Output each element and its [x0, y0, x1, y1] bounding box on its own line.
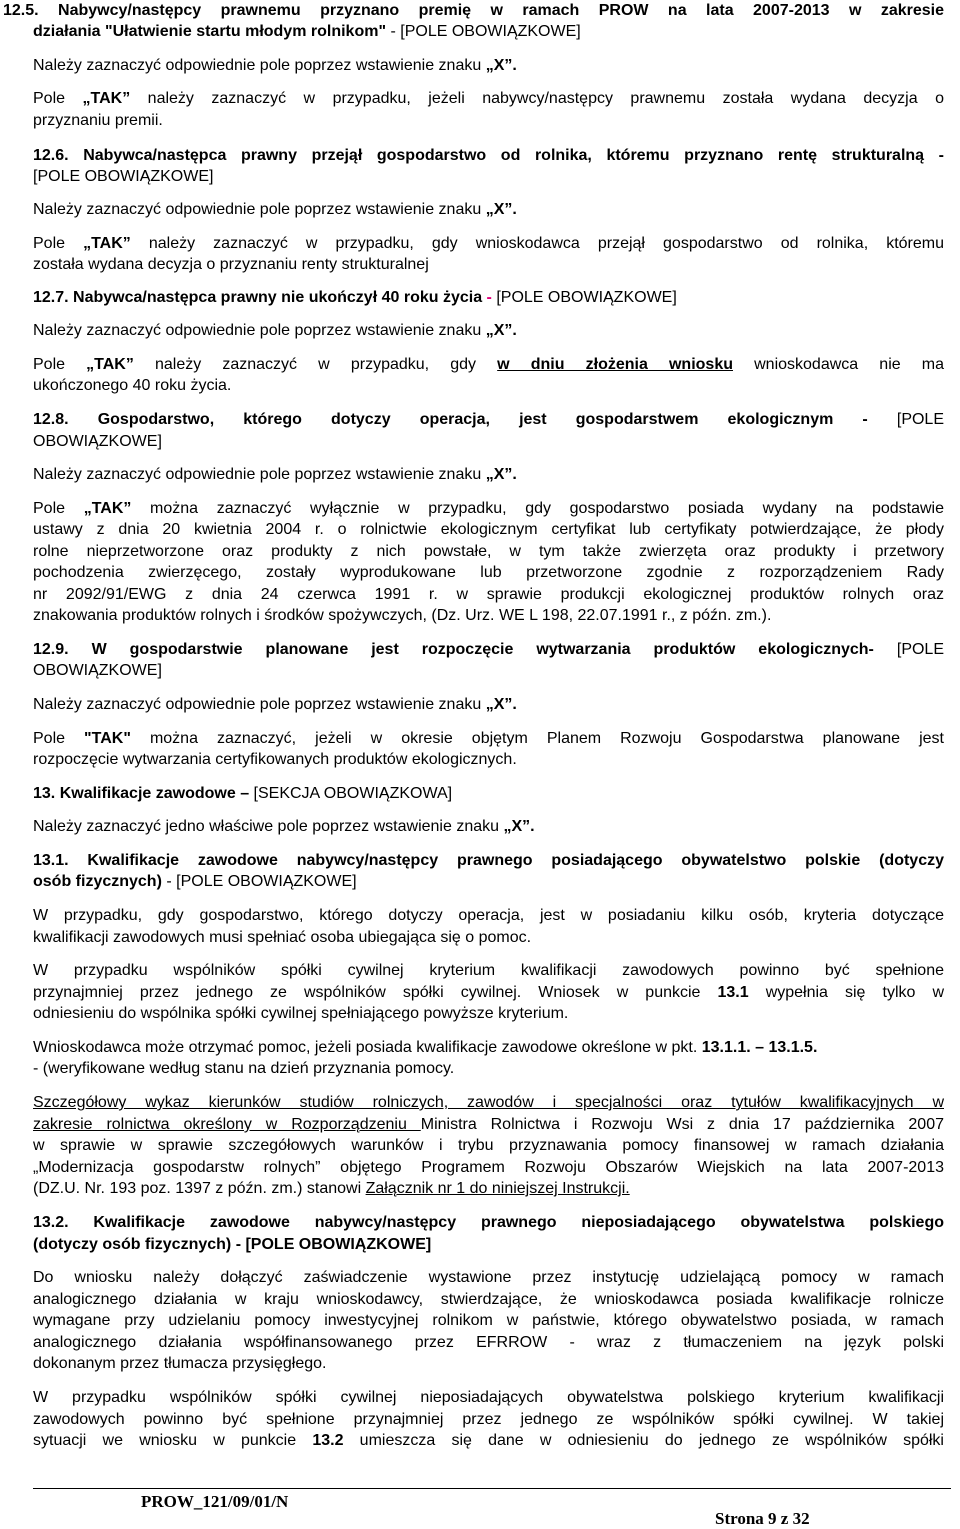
mark-symbol: „X”. — [485, 696, 517, 713]
paragraph-line — [33, 498, 944, 519]
heading-dash: - — [486, 289, 492, 306]
section-number: 12.5. — [3, 2, 39, 19]
paragraph-line: zawodowych powinno być spełnione przynajmniej przez jednego ze wspólników spółki cywilnej. W takiej — [33, 1411, 944, 1428]
text: Ministra Rolnictwa i Rozwoju Wsi z dnia 17 października 2007 — [420, 1116, 944, 1133]
paragraph-line: w sprawie w sprawie szczegółowych warunków i trybu przyznawania pomocy finansowej w ramach działania — [33, 1137, 944, 1154]
section-number: 12.6. — [33, 147, 69, 164]
section-12-7-heading — [33, 287, 944, 308]
field-requirement: [POLE OBOWIĄZKOWE] — [33, 168, 214, 185]
tak-label: „TAK” — [82, 90, 131, 107]
text: należy zaznaczyć w przypadku, gdy — [133, 356, 498, 373]
field-requirement: - [POLE OBOWIĄZKOWE] — [161, 873, 357, 890]
paragraph-line: Szczegółowy wykaz kierunków studiów rolniczych, zawodów i specjalności oraz tytułów kwalifikacyjnych w — [33, 1094, 944, 1111]
field-requirement: OBOWIĄZKOWE] — [33, 433, 162, 450]
heading-text: 13. Kwalifikacje zawodowe – — [33, 785, 250, 802]
heading-text: Nabywcy/następcy prawnemu przyznano premię w ramach PROW na lata 2007-2013 w zakresie — [38, 2, 944, 19]
text: Wnioskodawca może otrzymać pomoc, jeżeli posiada kwalifikacje zawodowe określone w pkt. — [33, 1039, 702, 1056]
instruction-text: Należy zaznaczyć odpowiednie pole poprzez wstawienie znaku — [33, 696, 486, 713]
paragraph-line: rolne nieprzetworzone oraz produkty z nich powstałe, w tym także zwierzęta oraz produkty i przetwory — [33, 543, 944, 560]
paragraph-line — [33, 1430, 944, 1451]
instruction-text: Należy zaznaczyć odpowiednie pole poprzez wstawienie znaku — [33, 322, 486, 339]
paragraph-line — [33, 982, 944, 1003]
point-reference: 13.1.1. – 13.1.5. — [701, 1039, 818, 1056]
text: należy zaznaczyć w przypadku, gdy wnioskodawca przejął gospodarstwo od rolnika, któremu — [130, 235, 945, 252]
paragraph-line — [33, 354, 944, 375]
point-reference: 13.2 — [312, 1432, 344, 1449]
heading-text: Gospodarstwo, którego dotyczy operacja, jest gospodarstwem ekologicznym - — [68, 411, 868, 428]
text: przynajmniej przez jednego ze wspólników spółki cywilnej. Wniosek w punkcie — [33, 984, 718, 1001]
mark-symbol: „X”. — [485, 322, 517, 339]
mark-symbol: „X”. — [485, 201, 517, 218]
text: można zaznaczyć wyłącznie w przypadku, gdy gospodarstwo posiada wydany na podstawie — [131, 500, 945, 517]
text: Pole — [33, 90, 83, 107]
footer-divider — [33, 1488, 951, 1489]
text: umieszcza się dane w odniesieniu do jednego ze wspólników spółki — [343, 1432, 944, 1449]
text: można zaznaczyć, jeżeli w okresie objętym Planem Rozwoju Gospodarstwa planowane jest — [130, 730, 945, 747]
heading-text: Nabywca/następca prawny przejął gospodarstwo od rolnika, któremu przyznano rentę strukturalną - — [68, 147, 944, 164]
section-12-6-heading — [33, 145, 944, 166]
paragraph-line — [33, 1114, 944, 1135]
tak-label: „TAK” — [86, 356, 134, 373]
paragraph-line: rozpoczęcie wytwarzania certyfikowanych produktów ekologicznych. — [33, 751, 517, 768]
field-requirement: [POLE OBOWIĄZKOWE] — [491, 289, 677, 306]
text: wnioskodawca nie ma — [733, 356, 945, 373]
tak-label: "TAK" — [84, 730, 131, 747]
field-requirement: [SEKCJA OBOWIĄZKOWA] — [249, 785, 453, 802]
paragraph-line — [33, 1178, 944, 1199]
paragraph-line: W przypadku wspólników spółki cywilnej nieposiadających obywatelstwa polskiego kryterium kwalifikacji — [33, 1389, 944, 1406]
footer-doc-code: PROW_121/09/01/N — [141, 1492, 289, 1511]
paragraph-line: Do wniosku należy dołączyć zaświadczenie wystawione przez instytucję udzielającą pomocy w ramach — [33, 1269, 944, 1286]
paragraph-line: kwalifikacji zawodowych musi spełniać osoba ubiegająca się o pomoc. — [33, 929, 532, 946]
section-12-5-heading — [3, 0, 944, 21]
tak-label: „TAK” — [83, 235, 131, 252]
section-number: 12.7. — [33, 289, 69, 306]
paragraph-line: pochodzenia zwierzęcego, zostały wyprodukowane lub przetworzone zgodnie z rozporządzeniem Rady — [33, 564, 944, 581]
underlined-text: zakresie rolnictwa określony w Rozporządzeniu — [33, 1116, 421, 1133]
paragraph-line: analogicznego działania współfinansowanego przez EFRROW - wraz z tłumaczeniem na język polski — [33, 1334, 944, 1351]
mark-instruction — [33, 55, 944, 76]
paragraph-line: - (weryfikowane według stanu na dzień przyznania pomocy. — [33, 1060, 455, 1077]
paragraph-line: W przypadku wspólników spółki cywilnej kryterium kwalifikacji zawodowych powinno być spełnione — [33, 962, 944, 979]
mark-instruction — [33, 816, 944, 837]
paragraph-line — [33, 728, 944, 749]
paragraph-line: dokonanym przez tłumacza przysięgłego. — [33, 1355, 327, 1372]
field-requirement: OBOWIĄZKOWE] — [33, 662, 162, 679]
section-13-heading — [33, 783, 944, 804]
text: Pole — [33, 500, 84, 517]
instruction-text: Należy zaznaczyć odpowiednie pole poprzez wstawienie znaku — [33, 201, 486, 218]
text: wypełnia się tylko w — [748, 984, 944, 1001]
paragraph-line: odniesieniu do wspólnika spółki cywilnej spełniającego powyższe kryterium. — [33, 1005, 569, 1022]
paragraph-line: znakowania produktów rolnych i środków spożywczych, (Dz. Urz. WE L 198, 22.07.1991 r., z późn. zm.). — [33, 607, 772, 624]
text: należy zaznaczyć w przypadku, jeżeli nabywcy/następcy prawnemu została wydana decyzja o — [130, 90, 945, 107]
section-number: 12.8. — [33, 411, 69, 428]
section-12-8-heading — [33, 409, 944, 430]
mark-instruction — [33, 320, 944, 341]
mark-instruction — [33, 694, 944, 715]
text: Pole — [33, 356, 87, 373]
text: sytuacji we wniosku w punkcie — [33, 1432, 313, 1449]
paragraph-line: nr 2092/91/EWG z dnia 24 czerwca 1991 r. w sprawie produkcji ekologicznej produktów rolnych oraz — [33, 586, 944, 603]
section-12-5-heading-cont — [33, 21, 944, 42]
section-13-2-heading-cont: (dotyczy osób fizycznych) - [POLE OBOWIĄZKOWE] — [33, 1236, 432, 1253]
paragraph-line: ustawy z dnia 20 kwietnia 2004 r. o rolnictwie ekologicznym certyfikat lub certyfikaty potwierdzające, że płody — [33, 521, 944, 538]
section-12-9-heading — [33, 639, 944, 660]
text: (DZ.U. Nr. 193 poz. 1397 z późn. zm.) stanowi — [33, 1180, 366, 1197]
heading-text: Nabywca/następca prawny nie ukończył 40 roku życia — [68, 289, 487, 306]
heading-text: osób fizycznych) — [33, 873, 162, 890]
instruction-text: Należy zaznaczyć odpowiednie pole poprzez wstawienie znaku — [33, 466, 486, 483]
paragraph-line — [33, 88, 944, 109]
footer-page-number: Strona 9 z 32 — [715, 1509, 810, 1528]
heading-text: działania "Ułatwienie startu młodym rolnikom" — [33, 23, 387, 40]
paragraph-line: analogicznego działania w kraju wnioskodawcy, stwierdzające, że wnioskodawca posiada kwalifikacje rolnicze — [33, 1291, 944, 1308]
mark-symbol: „X”. — [485, 466, 517, 483]
heading-text: W gospodarstwie planowane jest rozpoczęcie wytwarzania produktów ekologicznych- — [68, 641, 874, 658]
paragraph-line: przyznaniu premii. — [33, 112, 163, 129]
section-13-1-heading: 13.1. Kwalifikacje zawodowe nabywcy/następcy prawnego posiadającego obywatelstwo polskie (dotyczy — [33, 852, 944, 869]
tak-label: „TAK” — [83, 500, 132, 517]
field-requirement: - [POLE OBOWIĄZKOWE] — [386, 23, 581, 40]
paragraph-line: W przypadku, gdy gospodarstwo, którego dotyczy operacja, jest w posiadaniu kilku osób, kryteria dotyczące — [33, 907, 944, 924]
instruction-text: Należy zaznaczyć odpowiednie pole poprzez wstawienie znaku — [33, 57, 486, 74]
section-number: 12.9. — [33, 641, 69, 658]
paragraph-line: wymagane przy udzielaniu pomocy inwestycyjnej rolnikom w państwie, którego obywatelstwo posiada, w ramach — [33, 1312, 944, 1329]
paragraph-line: ukończonego 40 roku życia. — [33, 377, 232, 394]
paragraph-line: została wydana decyzja o przyznaniu renty strukturalnej — [33, 256, 429, 273]
paragraph-line — [33, 1037, 944, 1058]
text: Pole — [33, 730, 85, 747]
field-requirement: [POLE — [873, 641, 945, 658]
mark-instruction — [33, 464, 944, 485]
instruction-text: Należy zaznaczyć jedno właściwe pole poprzez wstawienie znaku — [33, 818, 504, 835]
paragraph-line — [33, 233, 944, 254]
point-reference: 13.1 — [717, 984, 749, 1001]
text: Pole — [33, 235, 84, 252]
attachment-reference: Załącznik nr 1 do niniejszej Instrukcji. — [365, 1180, 630, 1197]
section-13-2-heading: 13.2. Kwalifikacje zawodowe nabywcy/następcy prawnego nieposiadającego obywatelstwa polskiego — [33, 1214, 944, 1231]
mark-instruction — [33, 199, 944, 220]
section-13-1-heading-cont — [33, 871, 944, 892]
mark-symbol: „X”. — [485, 57, 517, 74]
mark-symbol: „X”. — [503, 818, 535, 835]
underlined-text: w dniu złożenia wniosku — [497, 356, 733, 373]
field-requirement: [POLE — [867, 411, 945, 428]
paragraph-line: „Modernizacja gospodarstw rolnych” objętego Programem Rozwoju Obszarów Wiejskich na lata 2007-2013 — [33, 1159, 944, 1176]
